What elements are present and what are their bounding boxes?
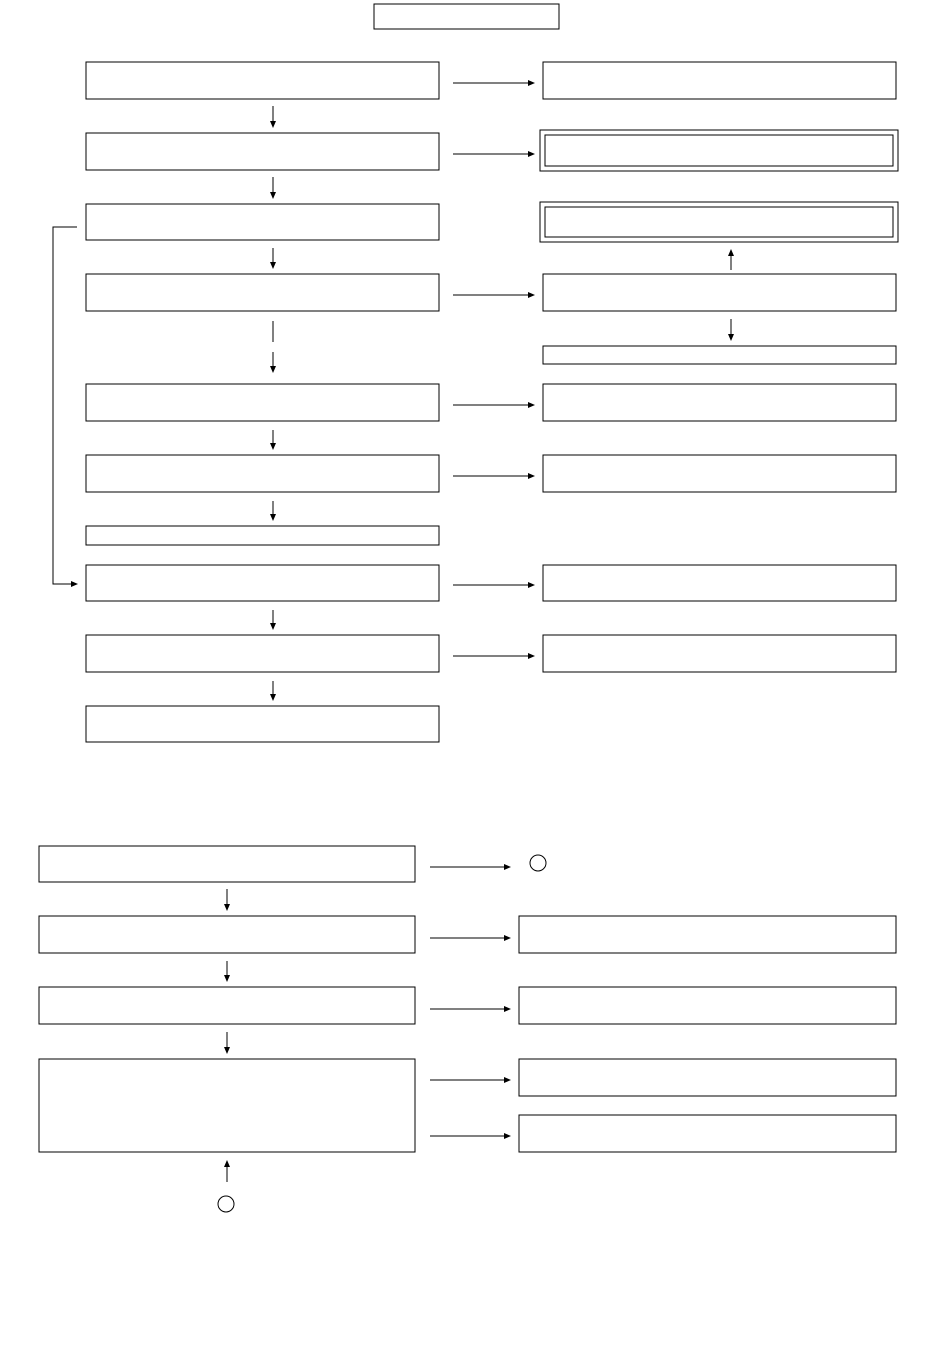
arrow-a2-a3: [270, 177, 276, 199]
arrow-circle-c4: [224, 1160, 230, 1182]
flow-box-a9: [86, 635, 439, 672]
flow-box-a4: [86, 274, 439, 311]
arrow-a5-a6: [270, 430, 276, 450]
arrow-a4-b4: [453, 292, 535, 298]
flow-box-d4a: [519, 1059, 896, 1096]
arrow-c4-d4a: [430, 1077, 511, 1083]
flow-box-b1: [543, 62, 896, 99]
arrow-c1-c2: [224, 889, 230, 911]
flow-box-b5: [543, 384, 896, 421]
arrow-a5-b5: [453, 402, 535, 408]
arrow-c4-d4b: [430, 1133, 511, 1139]
flow-box-c2: [39, 916, 415, 953]
loop-back-arrow: [53, 227, 78, 587]
flow-box-b3-double: [540, 202, 898, 242]
flow-box-a3: [86, 204, 439, 240]
flow-box-a10: [86, 706, 439, 742]
arrow-a8-a9: [270, 610, 276, 630]
flow-box-a1: [86, 62, 439, 99]
flow-box-c4: [39, 1059, 415, 1152]
flow-box-b8: [543, 635, 896, 672]
flow-box-b6: [543, 455, 896, 492]
title-box: [374, 4, 559, 29]
arrow-a1-a2: [270, 106, 276, 128]
arrow-a9-b8: [453, 653, 535, 659]
arrow-a2-b2: [453, 151, 535, 157]
arrow-a6-b6: [453, 473, 535, 479]
flow-box-d3: [519, 987, 896, 1024]
arrow-a9-a10: [270, 681, 276, 701]
connector-circle-right: [530, 855, 546, 871]
arrow-a3-a4: [270, 248, 276, 269]
flow-box-b4: [543, 274, 896, 311]
arrow-c3-c4: [224, 1032, 230, 1054]
flow-box-d2: [519, 916, 896, 953]
flow-box-c3: [39, 987, 415, 1024]
arrow-b4-b3: [728, 249, 734, 270]
flow-box-a6: [86, 455, 439, 492]
flow-box-c1: [39, 846, 415, 882]
arrow-c3-d3: [430, 1006, 511, 1012]
arrow-a8-b7: [453, 582, 535, 588]
flow-box-a5: [86, 384, 439, 421]
flow-box-d4b: [519, 1115, 896, 1152]
flow-box-a8: [86, 565, 439, 601]
arrow-a4-a5: [270, 321, 276, 373]
flow-bar-b4: [543, 346, 896, 364]
arrow-a1-b1: [453, 80, 535, 86]
arrow-a6-a7: [270, 501, 276, 521]
flow-box-b2-double: [540, 130, 898, 171]
arrow-c2-d2: [430, 935, 511, 941]
flow-bar-a7: [86, 526, 439, 545]
arrow-b4-bar: [728, 319, 734, 341]
flow-box-b7: [543, 565, 896, 601]
flow-box-a2: [86, 133, 439, 170]
arrow-c2-c3: [224, 961, 230, 982]
connector-circle-bottom: [218, 1196, 234, 1212]
arrow-c1-circle: [430, 864, 511, 870]
